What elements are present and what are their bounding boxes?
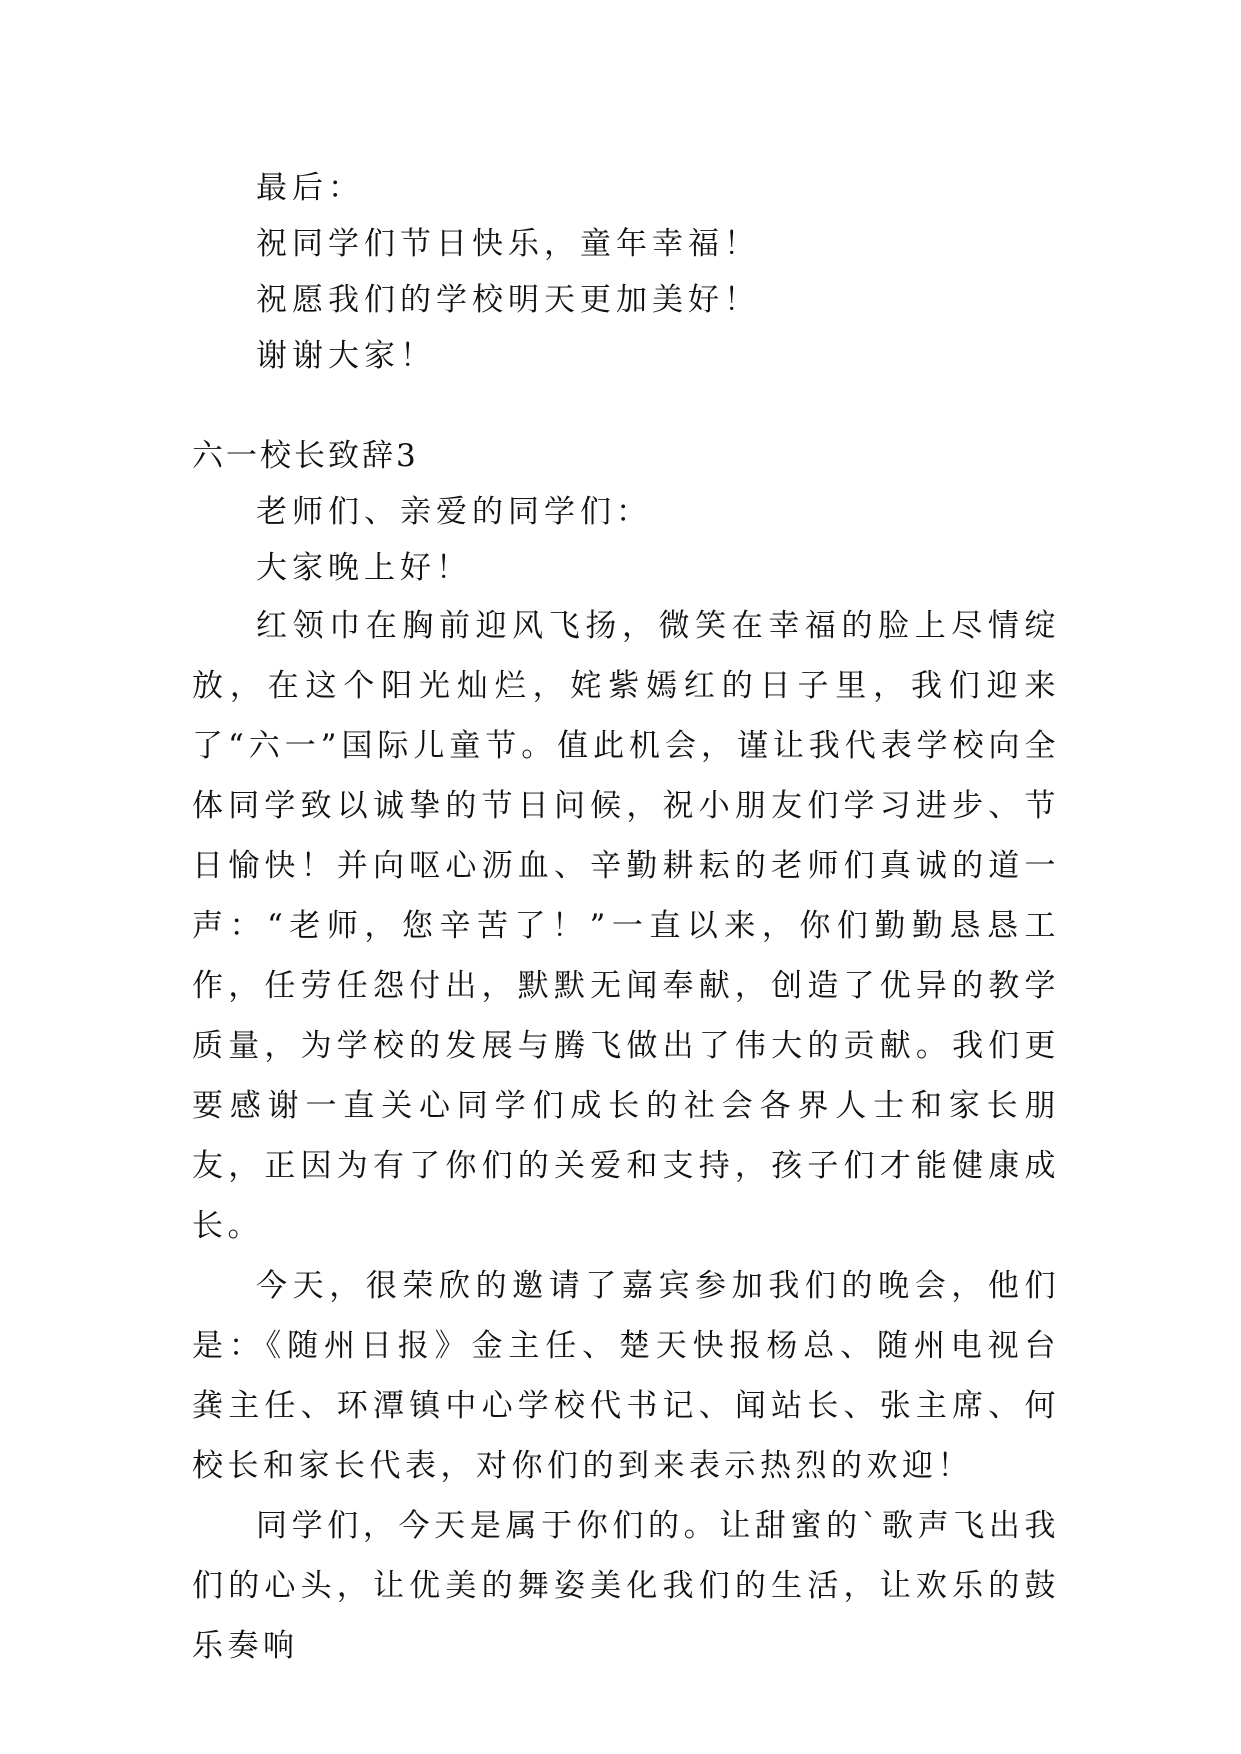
paragraph: 今天，很荣欣的邀请了嘉宾参加我们的晚会，他们是：《随州日报》金主任、楚天快报杨总、随州电视台龚主任、环潭镇中心学校代书记、闻站长、张主席、何校长和家长代表，对你们的到来表示热烈的欢迎！: [192, 1268, 1060, 1484]
section-title: 六一校长致辞3: [192, 438, 419, 474]
closing-wish-school: 祝愿我们的学校明天更加美好！: [256, 282, 760, 318]
paragraph: 同学们，今天是属于你们的。让甜蜜的`歌声飞出我们的心头，让优美的舞姿美化我们的生活，让欢乐的鼓乐奏响: [192, 1508, 1060, 1664]
paragraph: 红领巾在胸前迎风飞扬，微笑在幸福的脸上尽情绽放，在这个阳光灿烂，姹紫嫣红的日子里，我们迎来了“六一”国际儿童节。值此机会，谨让我代表学校向全体同学致以诚挚的节日问候，祝小朋友们学习进步、节日愉快！并向呕心沥血、辛勤耕耘的老师们真诚的道一声：“老师，您辛苦了！”一直以来，你们勤勤恳恳工作，任劳任怨付出，默默无闻奉献，创造了优异的教学质量，为学校的发展与腾飞做出了伟大的贡献。我们更要感谢一直关心同学们成长的社会各界人士和家长朋友，正因为有了你们的关爱和支持，孩子们才能健康成长。: [192, 608, 1060, 1244]
document-body: [192, 160, 1060, 1676]
greeting: 大家晚上好！: [256, 550, 472, 586]
salutation: 老师们、亲爱的同学们：: [256, 494, 652, 530]
closing-lead: 最后：: [256, 170, 364, 206]
closing-wish-students: 祝同学们节日快乐，童年幸福！: [256, 226, 760, 262]
closing-thanks: 谢谢大家！: [256, 338, 436, 374]
